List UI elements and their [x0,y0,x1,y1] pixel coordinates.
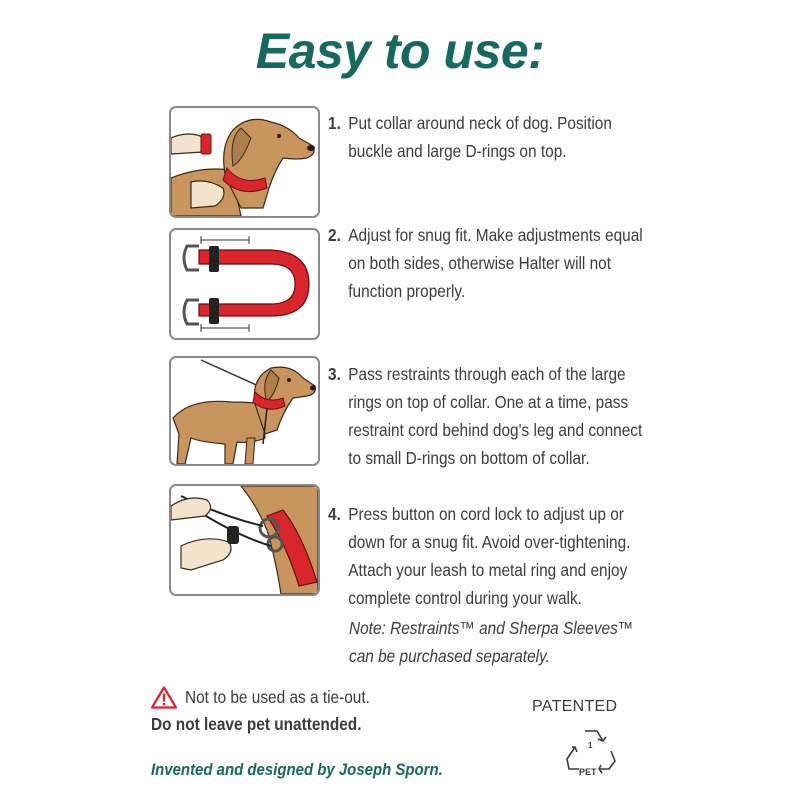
step-3-illustration [169,356,320,466]
step-number: 3. [328,364,341,384]
inventor-credit: Invented and designed by Joseph Sporn. [151,760,443,779]
patented-label: PATENTED [532,698,618,715]
step-number: 4. [328,504,341,524]
step-1-text [328,109,647,165]
step-instruction: Put collar around neck of dog. Position buckle and large D-rings on top. [348,113,612,161]
step-instruction: Pass restraints through each of the large rings on top of collar. One at a time, pass restraint cord behind dog's leg and connect to small D-rings on bottom of collar. [348,364,643,468]
step-instruction: Press button on cord lock to adjust up or down for a snug fit. Avoid over-tightening. Attach your leash to metal ring and enjoy complete control during your walk. [348,504,631,608]
recycle-label: PET [579,767,597,777]
recycle-number: 1 [588,741,593,750]
step-4-illustration [169,484,320,596]
warning-row [151,686,395,709]
unattended-warning: Do not leave pet unattended. [151,714,362,734]
step-2-text [328,221,647,305]
step-4-text [328,500,647,612]
step-2-illustration [169,228,320,340]
page-title: Easy to use: [255,23,545,79]
warning-text: Not to be used as a tie-out. [185,687,370,707]
step-1-illustration [169,106,320,218]
step-3-text [328,360,647,472]
step-number: 1. [328,113,341,133]
step-instruction: Adjust for snug fit. Make adjustments equal on both sides, otherwise Halter will not function properly. [348,225,643,301]
purchase-note: Note: Restraints™ and Sherpa Sleeves™ can be purchased separately. [349,618,634,666]
warning-triangle-icon [151,686,177,709]
step-number: 2. [328,225,341,245]
